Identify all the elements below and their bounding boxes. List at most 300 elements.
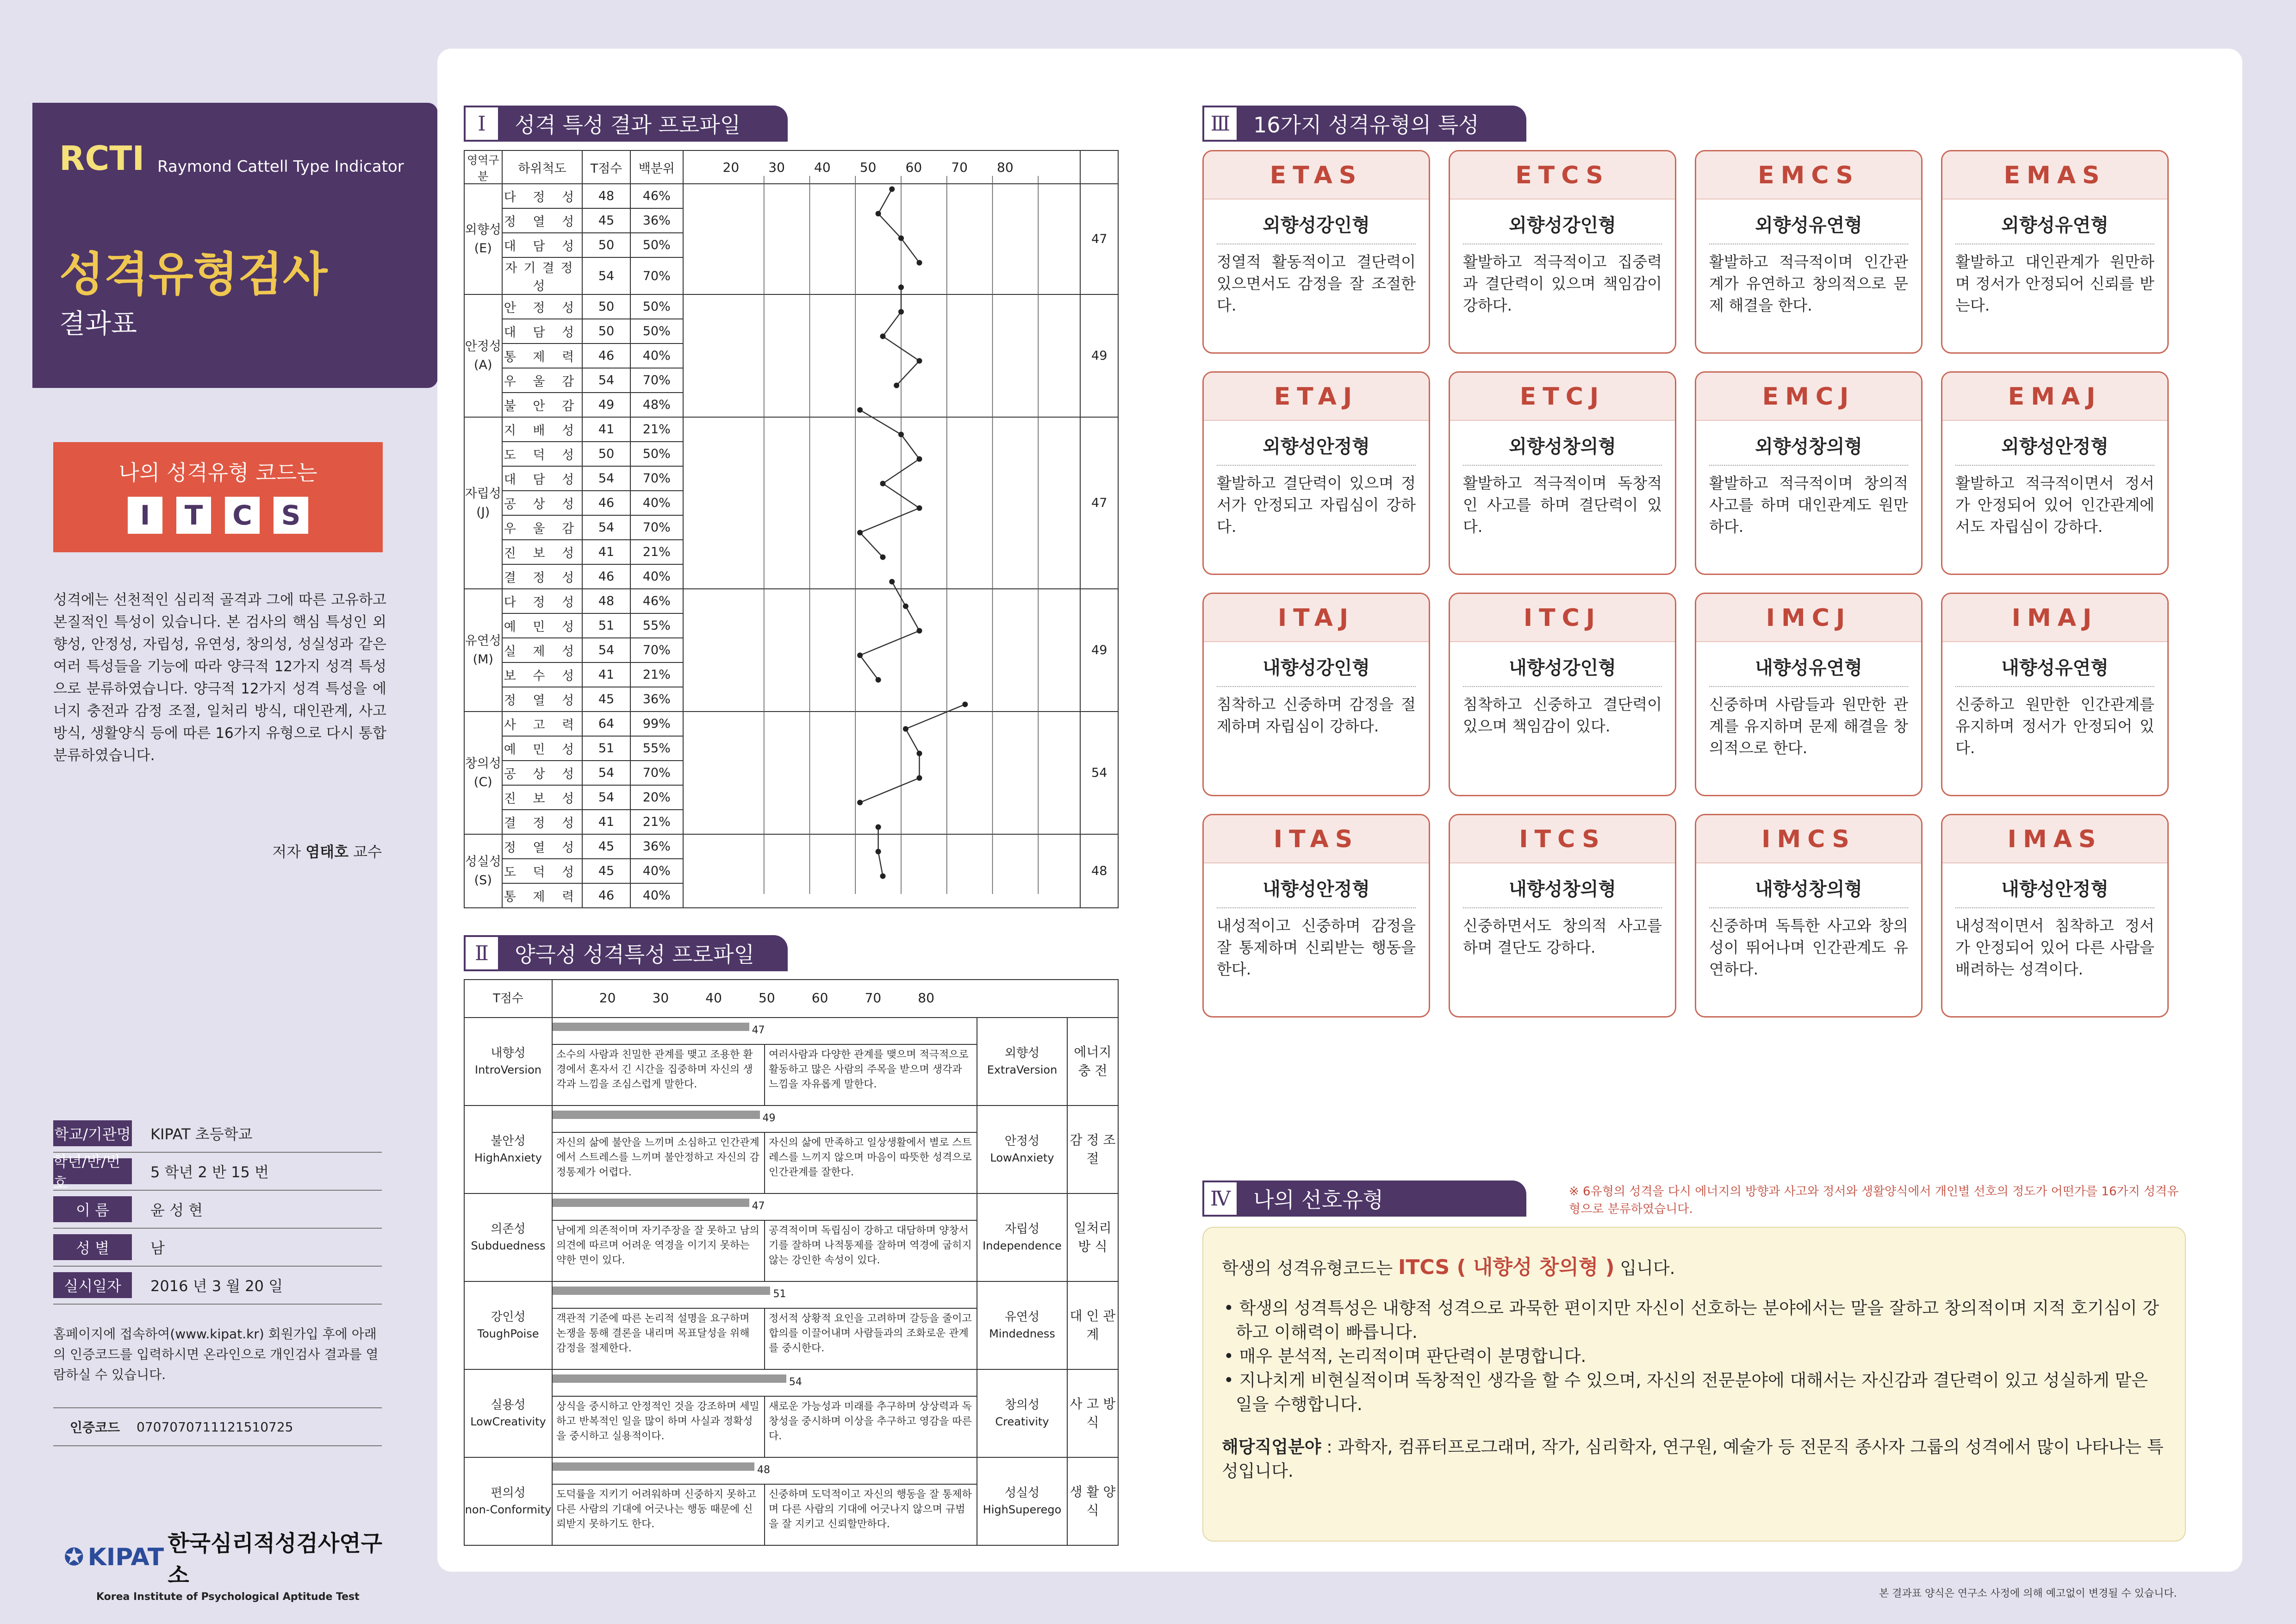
right-trait [977, 1281, 1067, 1369]
bipolar-profile-table [464, 979, 1119, 1546]
subscale-name: 공 상 성 [502, 491, 583, 515]
kipat-logo-full: Korea Institute of Psychological Aptitude Test [96, 1591, 360, 1603]
right-description: 여러사람과 다양한 관계를 맺으며 적극적으로 활동하고 많은 사람의 주목을 받으며 생각과 느낌을 자유롭게 말한다. [764, 1045, 977, 1105]
info-row [53, 1229, 382, 1267]
type-card [1202, 814, 1430, 1018]
plot-cell [683, 712, 1081, 834]
type-name: 외향성안정형 [1217, 432, 1416, 466]
info-key: 학교/기관명 [53, 1120, 132, 1146]
blank-header [977, 980, 1118, 1018]
type-card [1941, 371, 2169, 575]
tick-label: 20 [599, 990, 616, 1006]
subscale-name: 다 정 성 [502, 184, 583, 208]
percentile: 21% [630, 417, 683, 442]
type-code: ETAJ [1204, 373, 1429, 421]
type-code: EMCS [1696, 151, 1921, 200]
subscale-name: 우 울 감 [502, 368, 583, 393]
code-letter: S [274, 497, 308, 534]
percentile: 70% [630, 515, 683, 540]
right-trait [977, 1369, 1067, 1457]
left-description: 자신의 삶에 불안을 느끼며 소심하고 인간관계에서 스트레스를 느끼며 불안정하고 자신의 감정통제가 어렵다. [556, 1137, 759, 1178]
type-code: ITCJ [1450, 594, 1675, 642]
kipat-logo [64, 1525, 388, 1603]
percentile: 50% [630, 319, 683, 344]
bar-value: 51 [773, 1288, 786, 1300]
kipat-logo-ko: 한국심리적성검사연구소 [168, 1530, 382, 1588]
type-description: 신중하며 사람들과 원만한 관계를 유지하며 문제 해결을 창의적으로 한다. [1709, 695, 1908, 757]
table-row [464, 1369, 1118, 1457]
type-card [1941, 593, 2169, 796]
author [53, 840, 382, 862]
type-code: ITAS [1204, 815, 1429, 863]
bar-wrap [553, 1023, 977, 1045]
section-title: 나의 선호유형 [1253, 1187, 1384, 1212]
type-card [1449, 150, 1676, 354]
t-score: 50 [582, 319, 630, 344]
type-card [1695, 814, 1923, 1018]
right-trait [977, 1106, 1067, 1193]
list-item: • 지나치게 비현실적이며 독창적인 생각을 할 수 있으며, 자신의 전문분야에 대해서는 자신감과 결단력이 있고 성실하게 맡은 일을 수행합니다. [1224, 1370, 2148, 1414]
trait-name-en: HighAnxiety [474, 1151, 542, 1164]
type-card [1449, 371, 1676, 575]
type-card [1202, 593, 1430, 796]
bullet-text: 학생의 성격특성은 내향적 성격으로 과묵한 편이지만 자신이 선호하는 분야에서는 말을 잘하고 창의적이며 지적 호기심이 강하고 이해력이 빠릅니다. [1236, 1298, 2159, 1342]
table-header [464, 980, 1118, 1018]
type-card [1202, 371, 1430, 575]
subscale-name: 정 열 성 [502, 834, 583, 859]
info-value: 남 [150, 1239, 165, 1257]
table-row [464, 417, 1118, 442]
section-title: 16가지 성격유형의 특성 [1253, 112, 1479, 137]
percentile: 40% [630, 859, 683, 883]
trait-name-en: LowCreativity [470, 1415, 546, 1428]
type-name: 외향성강인형 [1463, 211, 1662, 244]
tick-row [684, 155, 1080, 179]
percentile: 40% [630, 491, 683, 515]
bullet-text: 매우 분석적, 논리적이며 판단력이 분명합니다. [1239, 1346, 1587, 1366]
percentile: 70% [630, 761, 683, 785]
subscale-name: 예 민 성 [502, 613, 583, 638]
t-score: 50 [582, 294, 630, 319]
subscale-name: 보 수 성 [502, 662, 583, 687]
domain-total: 48 [1080, 834, 1118, 908]
trait-name: 안정성 [1004, 1134, 1040, 1148]
online-note: 홈페이지에 접속하여(www.kipat.kr) 회원가입 후에 아래의 인증코드를 입력하시면 온라인으로 개인검사 결과를 열람하실 수 있습니다. [53, 1326, 379, 1382]
table-row [464, 1018, 1118, 1106]
type-name: 내향성안정형 [1955, 874, 2154, 908]
domain-abbr: (S) [474, 873, 492, 887]
jobs-label: 해당직업분야 [1222, 1437, 1321, 1457]
info-key: 이 름 [53, 1196, 132, 1222]
trait-descriptions [553, 1045, 977, 1105]
table-row [464, 184, 1118, 208]
domain-total: 47 [1080, 184, 1118, 294]
type-card [1695, 150, 1923, 354]
subscale-name: 결 정 성 [502, 564, 583, 589]
type-description: 활발하고 적극적이며 독창적인 사고를 하며 결단력이 있다. [1463, 474, 1662, 536]
domain-abbr: (E) [474, 241, 492, 256]
info-key: 학년/반/번호 [53, 1158, 132, 1184]
t-score: 45 [582, 687, 630, 712]
t-score: 41 [582, 540, 630, 564]
group-label: 대 인 관 계 [1067, 1281, 1118, 1369]
type-card [1449, 593, 1676, 796]
percentile: 70% [630, 638, 683, 662]
right-description: 자신의 삶에 만족하고 일상생활에서 별로 스트레스를 느끼지 않으며 마음이 따뜻한 성격으로 인간관계를 잘한다. [764, 1133, 977, 1193]
subscale-name: 도 덕 성 [502, 859, 583, 883]
type-description: 활발하고 적극적이며 창의적 사고를 하며 대인관계도 원만하다. [1709, 474, 1908, 536]
left-description: 소수의 사람과 친밀한 관계를 맺고 조용한 환경에서 혼자서 긴 시간을 집중하며 자신의 생각과 느낌을 조심스럽게 말한다. [556, 1049, 753, 1090]
percentile: 36% [630, 687, 683, 712]
type-name: 내향성창의형 [1463, 874, 1662, 908]
group-label: 생 활 양 식 [1067, 1457, 1118, 1545]
type-name: 외향성창의형 [1463, 432, 1662, 466]
trait-descriptions [553, 1309, 977, 1369]
table-row [464, 294, 1118, 319]
section-1-header [464, 106, 788, 142]
percentile: 21% [630, 540, 683, 564]
percentile: 50% [630, 294, 683, 319]
tick-label: 70 [865, 990, 882, 1006]
subscale-name: 사 고 력 [502, 712, 583, 736]
table-row [464, 1106, 1118, 1193]
t-score: 54 [582, 368, 630, 393]
t-score: 49 [582, 393, 630, 417]
percentile: 40% [630, 344, 683, 368]
domain-cell [464, 834, 502, 908]
type-name: 내향성창의형 [1709, 874, 1908, 908]
left-trait [464, 1281, 552, 1369]
bar-cell [552, 1457, 977, 1545]
rcti-logo: RCTI [59, 139, 145, 178]
right-description: 정서적 상황적 요인을 고려하며 갈등을 줄이고 합의를 이끌어내며 사람들과의 조화로운 관계를 중시한다. [764, 1309, 977, 1369]
tick-label: 50 [759, 990, 775, 1006]
percentile: 55% [630, 613, 683, 638]
list-item: • 매우 분석적, 논리적이며 판단력이 분명합니다. [1224, 1346, 1587, 1366]
percentile: 50% [630, 233, 683, 257]
trait-name-en: Subduedness [471, 1239, 546, 1252]
domain-name: 창의성 [465, 756, 501, 771]
trait-name: 의존성 [491, 1222, 526, 1236]
kipat-icon: ✪ [64, 1543, 84, 1571]
table-row [464, 834, 1118, 859]
bar-value: 47 [752, 1200, 765, 1212]
right-trait [977, 1457, 1067, 1545]
t-score: 41 [582, 810, 630, 834]
trait-name: 실용성 [491, 1398, 526, 1412]
type-card [1941, 814, 2169, 1018]
type-code: ITCS [1450, 815, 1675, 863]
subscale-name: 실 제 성 [502, 638, 583, 662]
col-header: 하위척도 [502, 150, 583, 184]
domain-name: 성실성 [465, 854, 501, 869]
job-fields [1222, 1435, 2168, 1483]
domain-cell [464, 589, 502, 712]
trait-name-en: Independence [983, 1239, 1062, 1252]
trait-descriptions [553, 1397, 977, 1457]
table-row [464, 1281, 1118, 1369]
domain-name: 유연성 [465, 633, 501, 648]
tick-label: 60 [905, 160, 922, 175]
table-row [464, 712, 1118, 736]
type-name: 내향성유연형 [1709, 653, 1908, 687]
tick-label: 20 [722, 160, 740, 175]
student-info [53, 1115, 382, 1305]
trait-name: 성실성 [1004, 1486, 1040, 1500]
kipat-logo-en: KIPAT [87, 1543, 164, 1571]
subscale-name: 대 담 성 [502, 233, 583, 257]
author-name: 염태호 [305, 843, 348, 861]
type-description: 신중하며 독특한 사고와 창의성이 뛰어나며 인간관계도 유연하다. [1709, 917, 1908, 978]
bar-cell [552, 1369, 977, 1457]
group-label: 감 정 조 절 [1067, 1106, 1118, 1193]
preference-lead [1222, 1255, 2168, 1280]
type-code: EMAS [1942, 151, 2167, 200]
info-row [53, 1267, 382, 1305]
subscale-name: 불 안 감 [502, 393, 583, 417]
t-score: 51 [582, 613, 630, 638]
type-code: ITAJ [1204, 594, 1429, 642]
plot-cell [683, 294, 1081, 417]
lead-pre: 학생의 성격유형코드는 [1222, 1258, 1393, 1278]
type-name: 외향성강인형 [1217, 211, 1416, 244]
type-code: IMAS [1942, 815, 2167, 863]
percentile: 20% [630, 785, 683, 810]
section-title: 양극성 성격특성 프로파일 [515, 942, 755, 967]
bar-cell [552, 1106, 977, 1193]
table-row [464, 589, 1118, 613]
list-item: • 학생의 성격특성은 내향적 성격으로 과묵한 편이지만 자신이 선호하는 분야에서는 말을 잘하고 창의적이며 지적 호기심이 강하고 이해력이 빠릅니다. [1224, 1298, 2159, 1342]
type-card [1449, 814, 1676, 1018]
bar-cell [552, 1018, 977, 1106]
right-description: 공격적이며 독립심이 강하고 대담하며 양창서기를 잘하며 나적통제를 잘하며 역경에 굽히지 않는 강인한 속성이 있다. [764, 1221, 977, 1281]
plot-cell [683, 834, 1081, 908]
percentile: 21% [630, 810, 683, 834]
trait-name: 창의성 [1004, 1398, 1040, 1412]
my-code-box [53, 442, 383, 552]
tick-label: 50 [859, 160, 877, 175]
subscale-name: 도 덕 성 [502, 442, 583, 466]
percentile: 70% [630, 257, 683, 294]
cert-code [53, 1407, 382, 1446]
page-title: 성격유형검사 [59, 247, 328, 301]
type-description: 신중하면서도 창의적 사고를 하며 결단도 강하다. [1463, 917, 1662, 956]
trait-name-en: HighSuperego [983, 1503, 1062, 1516]
subscale-name: 대 담 성 [502, 466, 583, 491]
type-description: 신중하고 원만한 인간관계를 유지하며 정서가 안정되어 있다. [1955, 695, 2154, 757]
group-label: 일처리 방 식 [1067, 1193, 1118, 1281]
col-header: T점수 [582, 150, 630, 184]
tick-label: 80 [997, 160, 1014, 175]
score-bar [553, 1374, 786, 1383]
domain-cell [464, 294, 502, 417]
table-row [464, 1457, 1118, 1545]
type-card [1695, 371, 1923, 575]
percentile: 55% [630, 736, 683, 761]
trait-profile-table [464, 150, 1119, 908]
preference-list [1222, 1296, 2168, 1417]
bar-wrap [553, 1374, 977, 1397]
total-header [1080, 150, 1118, 184]
brand-panel [32, 103, 438, 388]
table-row [464, 1193, 1118, 1281]
t-score: 50 [582, 233, 630, 257]
t-score: 45 [582, 859, 630, 883]
author-prefix: 저자 [272, 843, 301, 861]
right-trait [977, 1018, 1067, 1106]
subscale-name: 결 정 성 [502, 810, 583, 834]
info-value: KIPAT 초등학교 [150, 1125, 253, 1143]
section-number: Ⅳ [1202, 1181, 1238, 1217]
subscale-name: 다 정 성 [502, 589, 583, 613]
t-score: 54 [582, 638, 630, 662]
trait-name: 강인성 [491, 1310, 526, 1324]
type-description: 정열적 활동적이고 결단력이 있으면서도 감정을 잘 조절한다. [1217, 253, 1416, 314]
domain-abbr: (A) [473, 357, 492, 372]
page-subtitle: 결과표 [59, 308, 137, 339]
trait-name: 내향성 [491, 1046, 526, 1060]
tick-label: 30 [768, 160, 785, 175]
subscale-name: 진 보 성 [502, 785, 583, 810]
percentile: 40% [630, 564, 683, 589]
info-row [53, 1153, 382, 1191]
domain-name: 외향성 [465, 222, 501, 237]
domain-name: 자립성 [465, 486, 501, 501]
score-bar [553, 1023, 749, 1031]
type-name: 내향성강인형 [1217, 653, 1416, 687]
score-bar [553, 1462, 754, 1471]
right-trait [977, 1193, 1067, 1281]
percentile: 46% [630, 184, 683, 208]
cert-value[interactable]: 0707070711121510725 [137, 1419, 293, 1435]
section-2-header [464, 935, 788, 971]
asterisk-note: ※ 6유형의 성격을 다시 에너지의 방향과 사고와 정서와 생활양식에서 개인별 선호의 정도가 어떤가를 16가지 성격유형으로 분류하였습니다. [1569, 1185, 2179, 1216]
domain-total: 49 [1080, 589, 1118, 712]
domain-total: 54 [1080, 712, 1118, 834]
trait-name: 불안성 [491, 1134, 526, 1148]
type-code: IMAJ [1942, 594, 2167, 642]
type-name: 외향성유연형 [1709, 211, 1908, 244]
type-name: 외향성창의형 [1709, 432, 1908, 466]
type-code: IMCJ [1696, 594, 1921, 642]
type-code: EMCJ [1696, 373, 1921, 421]
type-name: 외향성안정형 [1955, 432, 2154, 466]
domain-total: 49 [1080, 294, 1118, 417]
left-trait [464, 1369, 552, 1457]
type-description: 내성적이면서 침착하고 정서가 안정되어 있어 다른 사람을 배려하는 성격이다. [1955, 917, 2154, 978]
intro-text: 성격에는 선천적인 심리적 골격과 그에 따른 고유하고 본질적인 특성이 있습니다. 본 검사의 핵심 특성인 외향성, 안정성, 자립성, 유연성, 창의성, 성실성과 같은 여러 특성들을 기능에 따라 양극적 12가지 성격 특성으로 분류하였습니다. 양극적 12가지 성격 특성을 에너지 충전과 감정 조절, 일처리 방식, 대인관계, 사고방식, 생활양식 등에 따른 16가지 유형으로 다시 통합 분류하였습니다. [53, 592, 386, 764]
preference-box [1202, 1227, 2186, 1542]
tick-label: 80 [918, 990, 934, 1006]
col-header: 백분위 [630, 150, 683, 184]
group-label: 사 고 방 식 [1067, 1369, 1118, 1457]
type-description: 활발하고 적극적이고 집중력과 결단력이 있으며 책임감이 강하다. [1463, 253, 1662, 314]
percentile: 48% [630, 393, 683, 417]
bar-value: 47 [752, 1024, 765, 1036]
t-score: 41 [582, 662, 630, 687]
tick-label: 40 [814, 160, 831, 175]
subscale-name: 자기결정성 [502, 257, 583, 294]
table-header [464, 150, 1118, 184]
t-score: 64 [582, 712, 630, 736]
tick-label: 40 [705, 990, 722, 1006]
percentile: 99% [630, 712, 683, 736]
trait-name-en: Creativity [995, 1415, 1049, 1428]
subscale-name: 예 민 성 [502, 736, 583, 761]
t-score: 54 [582, 761, 630, 785]
trait-name-en: ExtraVersion [987, 1063, 1058, 1076]
lead-post: 입니다. [1620, 1258, 1675, 1278]
bar-cell [552, 1193, 977, 1281]
t-score: 48 [582, 589, 630, 613]
right-description: 새로운 가능성과 미래를 추구하며 상상력과 독창성을 중시하며 이상을 추구하고 영감을 따른다. [764, 1397, 977, 1457]
info-key: 성 별 [53, 1234, 132, 1260]
type-name: 내향성강인형 [1463, 653, 1662, 687]
bar-value: 48 [757, 1464, 771, 1476]
trait-name: 편의성 [491, 1486, 526, 1500]
type-card [1202, 150, 1430, 354]
info-value: 5 학년 2 반 15 번 [150, 1163, 269, 1181]
bar-wrap [553, 1287, 977, 1309]
bar-value: 54 [789, 1376, 802, 1388]
t-score: 46 [582, 491, 630, 515]
info-row [53, 1191, 382, 1229]
bar-wrap [553, 1462, 977, 1485]
domain-cell [464, 417, 502, 589]
bullet-text: 지나치게 비현실적이며 독창적인 생각을 할 수 있으며, 자신의 전문분야에 대해서는 자신감과 결단력이 있고 성실하게 맡은 일을 수행합니다. [1236, 1370, 2148, 1414]
score-bar [553, 1111, 760, 1119]
trait-name-en: LowAnxiety [990, 1151, 1054, 1164]
type-description: 활발하고 적극적이며 인간관계가 유연하고 창의적으로 문제 해결을 한다. [1709, 253, 1908, 314]
footer-note: 본 결과표 양식은 연구소 사정에 의해 예고없이 변경될 수 있습니다. [1879, 1588, 2177, 1599]
type-description: 침착하고 신중하고 결단력이 있으며 책임감이 있다. [1463, 695, 1662, 735]
percentile: 21% [630, 662, 683, 687]
domain-total: 47 [1080, 417, 1118, 589]
type-code: EMAJ [1942, 373, 2167, 421]
type-code: ETAS [1204, 151, 1429, 200]
subscale-name: 공 상 성 [502, 761, 583, 785]
domain-cell [464, 712, 502, 834]
t-score: 46 [582, 344, 630, 368]
plot-cell [683, 417, 1081, 589]
type-card [1695, 593, 1923, 796]
section-3-header [1202, 106, 1526, 142]
rcti-subtitle: Raymond Cattell Type Indicator [157, 157, 404, 176]
left-trait [464, 1457, 552, 1545]
section-number: Ⅰ [464, 106, 500, 142]
left-description: 남에게 의존적이며 자기주장을 잘 못하고 남의 의견에 따르며 어려운 역경을 이기지 못하는 약한 면이 있다. [556, 1225, 759, 1266]
plot-header [683, 150, 1081, 184]
trait-name: 유연성 [1004, 1310, 1040, 1324]
type-name: 외향성유연형 [1955, 211, 2154, 244]
section-number: Ⅲ [1202, 106, 1238, 142]
code-letter: T [176, 497, 211, 534]
subscale-name: 정 열 성 [502, 687, 583, 712]
percentile: 46% [630, 589, 683, 613]
percentile: 70% [630, 368, 683, 393]
trait-name: 외향성 [1004, 1046, 1040, 1060]
type-code: ETCJ [1450, 373, 1675, 421]
tick-label: 60 [811, 990, 828, 1006]
type-code: ETCS [1450, 151, 1675, 200]
type-code: IMCS [1696, 815, 1921, 863]
info-row [53, 1115, 382, 1153]
code-letter: I [128, 497, 162, 534]
left-description: 객관적 기준에 따른 논리적 설명을 요구하며 논쟁을 통해 결론을 내리며 목표달성을 위해 감정을 절제한다. [556, 1313, 750, 1354]
t-score: 46 [582, 564, 630, 589]
t-score: 54 [582, 466, 630, 491]
trait-name-en: ToughPoise [477, 1327, 539, 1340]
